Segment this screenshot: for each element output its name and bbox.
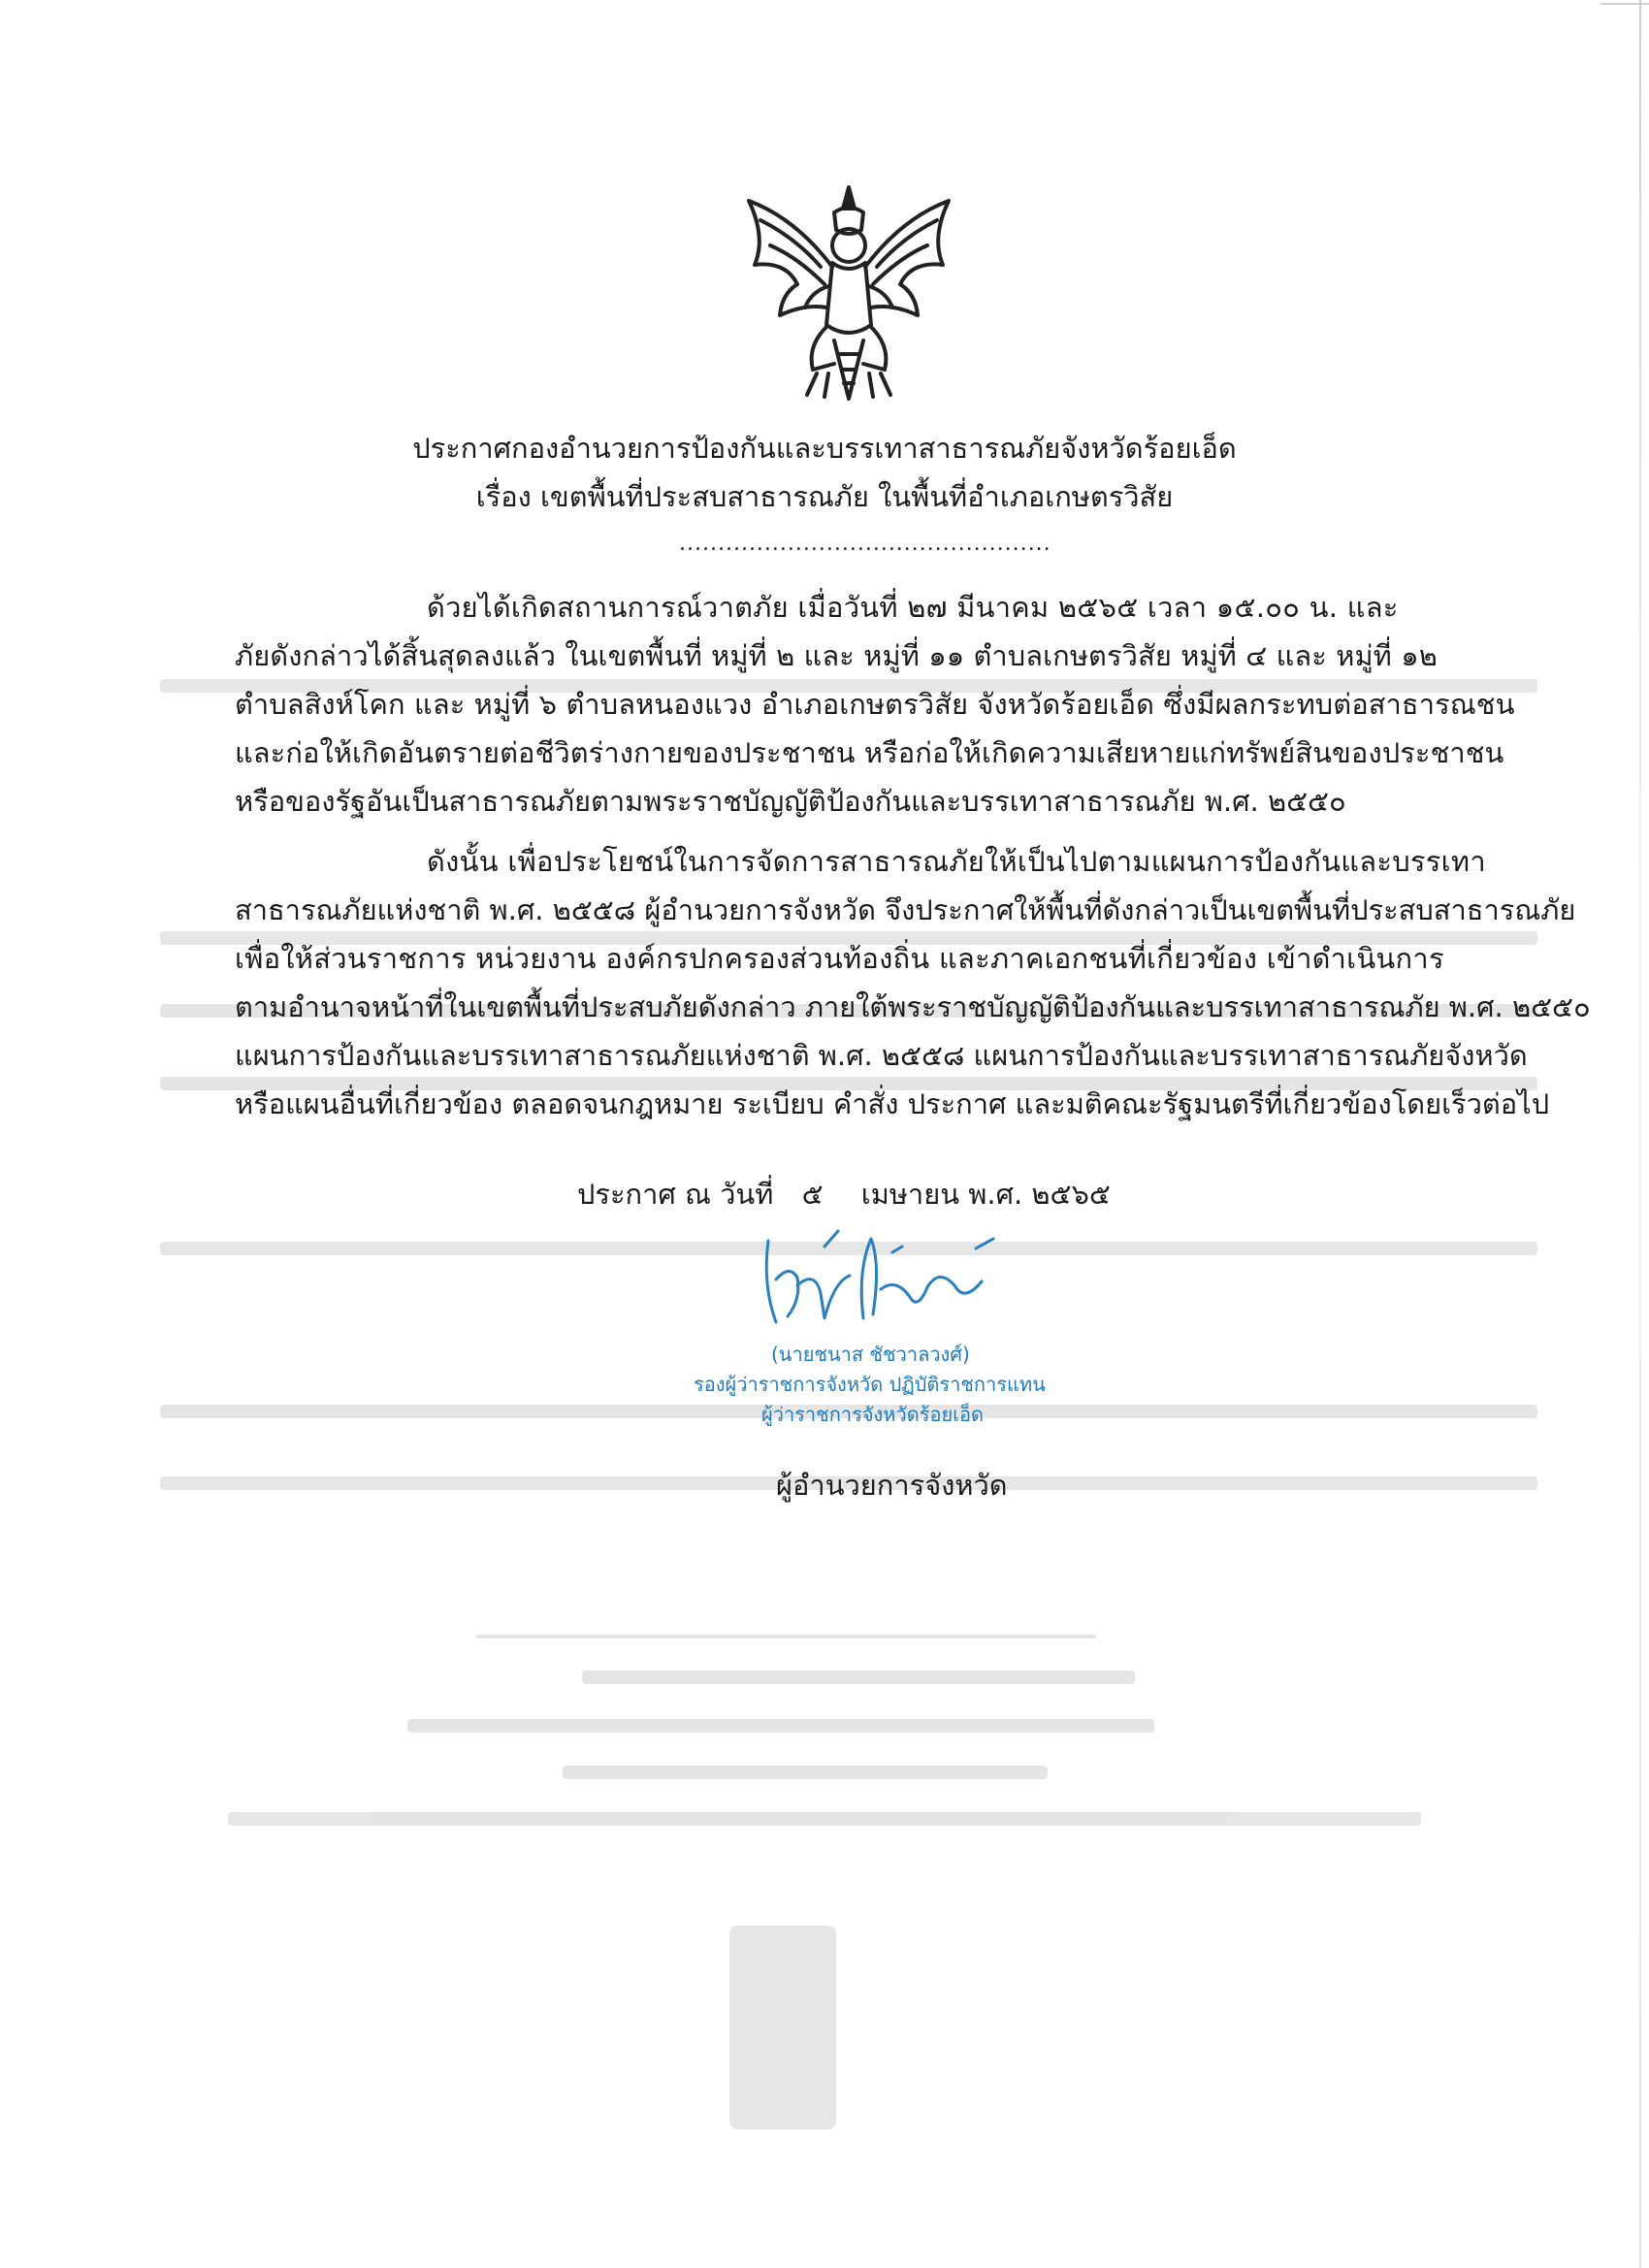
paragraph2-line: สาธารณภัยแห่งชาติ พ.ศ. ๒๕๕๘ ผู้อำนวยการจังหวัด จึงประกาศให้พื้นที่ดังกล่าวเป็นเขตพื้นที่ประสบสาธารณภัย [235, 893, 1576, 926]
paragraph2-line: ดังนั้น เพื่อประโยชน์ในการจัดการสาธารณภัยให้เป็นไปตามแผนการป้องกันและบรรเทา [427, 845, 1486, 878]
paragraph2-line: เพื่อให้ส่วนราชการ หน่วยงาน องค์กรปกครองส่วนท้องถิ่น และภาคเอกชนที่เกี่ยวข้อง เข้าดำเนินการ [235, 942, 1444, 975]
date-day: ๕ [801, 1178, 824, 1211]
announcement-subject: เรื่อง เขตพื้นที่ประสบสาธารณภัย ในพื้นที่อำเภอเกษตรวิสัย [475, 480, 1174, 513]
paragraph1-line: ตำบลสิงห์โคก และ หมู่ที่ ๖ ตำบลหนองแวง อำเภอเกษตรวิสัย จังหวัดร้อยเอ็ด ซึ่งมีผลกระทบต่อสาธารณชน [235, 688, 1515, 721]
paragraph1-line: หรือของรัฐอันเป็นสาธารณภัยตามพระราชบัญญัติป้องกันและบรรเทาสาธารณภัย พ.ศ. ๒๕๕๐ [235, 785, 1346, 818]
handwritten-signature [757, 1217, 999, 1334]
scan-edge-top [1600, 3, 1649, 5]
paragraph2-line: ตามอำนาจหน้าที่ในเขตพื้นที่ประสบภัยดังกล่าว ภายใต้พระราชบัญญัติป้องกันและบรรเทาสาธารณภัย พ.ศ. ๒๕๕๐ [235, 990, 1591, 1023]
paragraph1-line: ด้วยได้เกิดสถานการณ์วาตภัย เมื่อวันที่ ๒๗ มีนาคม ๒๕๖๕ เวลา ๑๕.๐๐ น. และ [427, 591, 1399, 624]
signatory-name: (นายชนาส ชัชวาลวงศ์) [771, 1343, 970, 1366]
garuda-emblem-icon [728, 170, 970, 412]
director-title: ผู้อำนวยการจังหวัด [776, 1469, 1008, 1502]
announcement-title: ประกาศกองอำนวยการป้องกันและบรรเทาสาธารณภัยจังหวัดร้อยเอ็ด [412, 432, 1237, 465]
signatory-position: รองผู้ว่าราชการจังหวัด ปฏิบัติราชการแทน [694, 1373, 1046, 1396]
title-separator: ................................................ [679, 532, 1051, 556]
announcement-date [577, 1172, 1111, 1216]
scan-edge [1639, 0, 1641, 2268]
paragraph2-line: แผนการป้องกันและบรรเทาสาธารณภัยแห่งชาติ พ.ศ. ๒๕๕๘ แผนการป้องกันและบรรเทาสาธารณภัยจังหวัด [235, 1039, 1528, 1072]
date-prefix: ประกาศ ณ วันที่ [577, 1178, 774, 1211]
date-month-year: เมษายน พ.ศ. ๒๕๖๕ [860, 1178, 1111, 1211]
paragraph1-line: และก่อให้เกิดอันตรายต่อชีวิตร่างกายของประชาชน หรือก่อให้เกิดความเสียหายแก่ทรัพย์สินของประชาชน [235, 736, 1504, 769]
signatory-office: ผู้ว่าราชการจังหวัดร้อยเอ็ด [761, 1403, 985, 1426]
paragraph2-line: หรือแผนอื่นที่เกี่ยวข้อง ตลอดจนกฎหมาย ระเบียบ คำสั่ง ประกาศ และมติคณะรัฐมนตรีที่เกี่ยวข้องโดยเร็วต่อไป [235, 1087, 1550, 1120]
paragraph1-line: ภัยดังกล่าวได้สิ้นสุดลงแล้ว ในเขตพื้นที่ หมู่ที่ ๒ และ หมู่ที่ ๑๑ ตำบลเกษตรวิสัย หมู่ที่ ๔ และ หมู่ที่ ๑๒ [235, 639, 1438, 672]
